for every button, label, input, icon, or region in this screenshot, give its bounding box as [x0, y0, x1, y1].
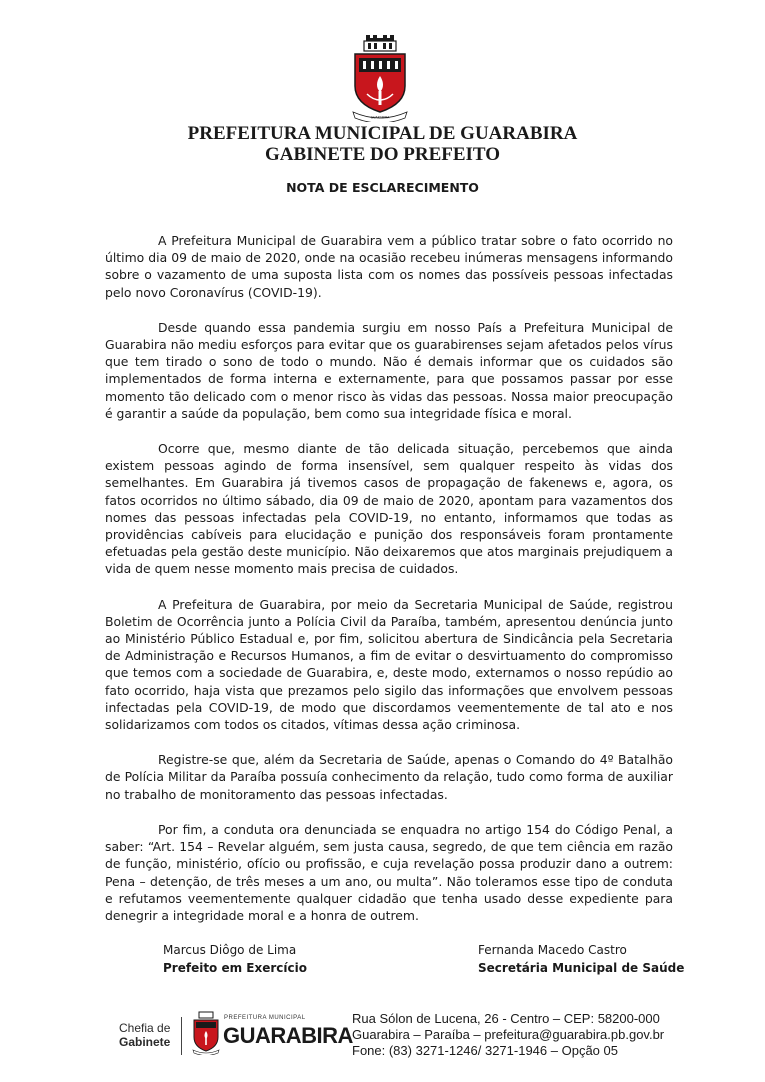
office-name: GABINETE DO PREFEITO — [264, 144, 501, 165]
body-paragraph: A Prefeitura Municipal de Guarabira vem a público tratar sobre o fato ocorrido no último dia 09 de maio de 2020, onde na ocasião recebeu inúmeras mensagens informando sobre o vazamento de uma suposta lista com os nomes das possíveis pessoas infectadas pelo novo Coronavírus (COVID-19). — [105, 233, 673, 300]
body-paragraph: Registre-se que, além da Secretaria de Saúde, apenas o Comando do 4º Batalhão de Polícia Militar da Paraíba possuía conhecimento da relação, tudo como forma de auxiliar no trabalho de monitoramento das pessoas infectadas. — [105, 752, 673, 802]
document-title: NOTA DE ESCLARECIMENTO — [286, 180, 479, 195]
signatory-role: Prefeito em Exercício — [163, 961, 307, 975]
footer-email-line: Guarabira – Paraíba – prefeitura@guarabira.pb.gov.br — [352, 1027, 665, 1042]
body-paragraph: Ocorre que, mesmo diante de tão delicada situação, percebemos que ainda existem pessoas agindo de forma insensível, sem qualquer respeito às vidas dos semelhantes. Em Guarabira já tivemos casos de propagação de fakenews e, agora, os fatos ocorridos no último sábado, dia 09 de maio de 2020, apontam para vazamentos dos nomes das pessoas infectadas pela COVID-19, no entanto, informamos que todas as providências cabíveis para elucidação e punição dos responsáveis foram prontamente efetuadas pela gestão deste município. Não deixaremos que atos marginais prejudiquem a vida de quem nesse momento mais precisa de cuidados. — [105, 441, 673, 577]
footer-crest-icon — [191, 1011, 221, 1055]
document-body — [105, 232, 673, 942]
organization-name: PREFEITURA MUNICIPAL DE GUARABIRA — [187, 123, 578, 144]
coat-of-arms-icon — [349, 34, 411, 122]
body-paragraph: Por fim, a conduta ora denunciada se enquadra no artigo 154 do Código Penal, a saber: “Art. 154 – Revelar alguém, sem justa causa, segredo, de que tem ciência em razão de função, ministério, ofício ou profissão, e cuja revelação possa produzir dano a outrem: Pena – detenção, de três meses a um ano, ou multa”. Não toleramos esse tipo de conduta e refutamos veementemente qualquer cidadão que tenha usado desse expediente para denegrir a integridade moral e a honra de outrem. — [105, 821, 673, 923]
signatory-name: Fernanda Macedo Castro — [478, 943, 627, 957]
signatory-name: Marcus Diôgo de Lima — [163, 943, 297, 957]
crest-motto: GUARABIRA — [370, 115, 390, 120]
footer-brand-subtitle: PREFEITURA MUNICIPAL — [224, 1015, 306, 1021]
footer-brand-name: GUARABIRA — [223, 1023, 353, 1048]
footer-divider — [181, 1017, 182, 1055]
signature-mayor — [163, 941, 307, 977]
footer-contact — [352, 1011, 664, 1059]
body-paragraph: A Prefeitura de Guarabira, por meio da Secretaria Municipal de Saúde, registrou Boletim de Ocorrência junto a Polícia Civil da Paraíba, também, apresentou denúncia junto ao Ministério Público Estadual e, por fim, solicitou abertura de Sindicância pela Secretaria de Administração e Recursos Humanos, a fim de evitar o desvirtuamento do compromisso que temos com a sociedade de Guarabira, e, deste modo, externamos o nosso repúdio ao fato ocorrido, haja vista que prezamos pelo sigilo das informações que envolvem pessoas infectadas pela COVID-19, de modo que discordamos veementemente de tal ato e nos solidarizamos com todos os citados, vítimas dessa ação criminosa. — [105, 596, 673, 733]
chefia-line2: Gabinete — [119, 1035, 171, 1049]
footer-address-line: Rua Sólon de Lucena, 26 - Centro – CEP: 58200-000 — [352, 1011, 660, 1026]
footer-chefia-label — [119, 1021, 170, 1049]
signature-health-secretary — [478, 941, 684, 977]
footer-phone-line: Fone: (83) 3271-1246/ 3271-1946 – Opção 05 — [352, 1043, 618, 1058]
chefia-line1: Chefia de — [119, 1021, 171, 1035]
body-paragraph: Desde quando essa pandemia surgiu em nosso País a Prefeitura Municipal de Guarabira não mediu esforços para evitar que os guarabirenses sejam afetados pelos vírus que tem tirado o sono de todo o mundo. Não é demais informar que os cuidados são implementados de forma interna e externamente, para que possamos passar por esse momento tão delicado com o menor risco às vidas das pessoas. Nossa maior preocupação é garantir a saúde da população, bem como sua integridade física e moral. — [105, 319, 673, 421]
signatory-role: Secretária Municipal de Saúde — [478, 961, 685, 975]
